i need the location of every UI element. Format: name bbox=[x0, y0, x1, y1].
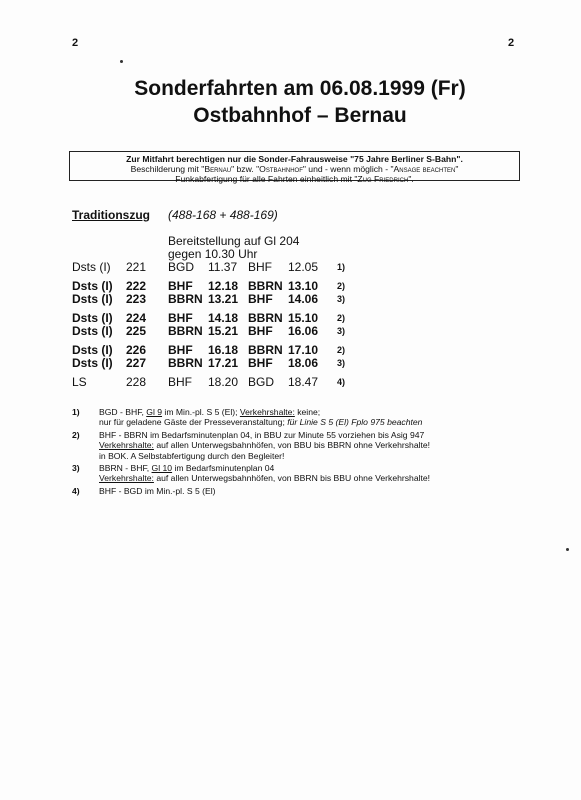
train-number: 223 bbox=[126, 292, 147, 306]
arrival-time: 13.10 bbox=[288, 279, 319, 293]
train-type: Dsts (I) bbox=[72, 260, 111, 274]
notice-line-1: Zur Mitfahrt berechtigen nur die Sonder-Fahrausweise "75 Jahre Berliner S-Bahn". bbox=[126, 154, 463, 164]
departure-time: 17.21 bbox=[208, 356, 239, 370]
section-label: Traditionszug bbox=[72, 208, 150, 222]
to-station: BBRN bbox=[248, 343, 283, 357]
arrival-time: 18.06 bbox=[288, 356, 319, 370]
footnote-4: 4) BHF - BGD im Min.-pl. S 5 (El) bbox=[72, 485, 216, 496]
departure-time: 12.18 bbox=[208, 279, 239, 293]
page-number-left: 2 bbox=[72, 37, 79, 49]
departure-time: 15.21 bbox=[208, 324, 239, 338]
arrival-time: 14.06 bbox=[288, 292, 319, 306]
note-ref: 3) bbox=[337, 358, 346, 368]
footnote-1: 1) BGD - BHF, Gl 9 im Min.-pl. S 5 (El); Verkehrshalte: keine; nur für geladene Gäste der Presseveranstaltung; für Linie S 5 (El) Fplo 975 beachten bbox=[72, 407, 423, 428]
arrival-time: 16.06 bbox=[288, 324, 319, 338]
to-station: BHF bbox=[248, 260, 272, 274]
train-number: 221 bbox=[126, 260, 147, 274]
arrival-time: 17.10 bbox=[288, 343, 319, 357]
train-number: 224 bbox=[126, 311, 147, 325]
train-type: Dsts (I) bbox=[72, 356, 113, 370]
train-type: Dsts (I) bbox=[72, 324, 113, 338]
from-station: BBRN bbox=[168, 292, 203, 306]
from-station: BBRN bbox=[168, 356, 203, 370]
to-station: BGD bbox=[248, 375, 275, 389]
page-title: Sonderfahrten am 06.08.1999 (Fr) bbox=[134, 77, 466, 100]
arrival-time: 15.10 bbox=[288, 311, 319, 325]
from-station: BGD bbox=[168, 260, 195, 274]
note-ref: 3) bbox=[337, 294, 346, 304]
arrival-time: 12.05 bbox=[288, 260, 319, 274]
train-number: 228 bbox=[126, 375, 147, 389]
to-station: BBRN bbox=[248, 311, 283, 325]
from-station: BHF bbox=[168, 311, 193, 325]
note-ref: 4) bbox=[337, 377, 346, 387]
from-station: BBRN bbox=[168, 324, 203, 338]
train-type: Dsts (I) bbox=[72, 311, 113, 325]
note-ref: 3) bbox=[337, 326, 346, 336]
schedule-row bbox=[0, 260, 581, 276]
train-type: Dsts (I) bbox=[72, 279, 113, 293]
scan-speck bbox=[566, 548, 569, 551]
train-formula: (488-168 + 488-169) bbox=[168, 208, 278, 222]
train-number: 227 bbox=[126, 356, 147, 370]
train-number: 226 bbox=[126, 343, 147, 357]
page-subtitle: Ostbahnhof – Bernau bbox=[193, 104, 407, 127]
schedule-row bbox=[0, 292, 581, 308]
departure-time: 11.37 bbox=[208, 260, 238, 274]
train-number: 222 bbox=[126, 279, 147, 293]
from-station: BHF bbox=[168, 375, 192, 389]
to-station: BHF bbox=[248, 324, 273, 338]
departure-time: 16.18 bbox=[208, 343, 239, 357]
notice-line-2: Beschilderung mit "Bernau" bzw. "Ostbahnhof" und - wenn möglich - "Ansage beachten" bbox=[130, 164, 459, 174]
note-ref: 2) bbox=[337, 281, 346, 291]
footnotes bbox=[72, 407, 552, 496]
page-number-right: 2 bbox=[508, 37, 515, 49]
scan-speck bbox=[120, 60, 123, 63]
to-station: BBRN bbox=[248, 279, 283, 293]
notice-line-3: Funkabfertigung für alle Fahrten einheitlich mit "Zug Friedrich". bbox=[175, 174, 414, 184]
departure-time: 13.21 bbox=[208, 292, 239, 306]
from-station: BHF bbox=[168, 279, 193, 293]
departure-time: 18.20 bbox=[208, 375, 239, 389]
train-type: LS bbox=[72, 375, 87, 389]
schedule-row bbox=[0, 324, 581, 340]
footnote-2: 2) BHF - BBRN im Bedarfsminutenplan 04, in BBU zur Minute 55 vorziehen bis Asig 947 Verkehrshalte: auf allen Unterwegsbahnhöfen, von BBU bis BBRN ohne Verkehrshalte! in BOK. A Selbstabfertigung durch den Begleiter! bbox=[72, 429, 431, 461]
provision-track: Bereitstellung auf Gl 204 bbox=[168, 234, 300, 248]
train-type: Dsts (I) bbox=[72, 292, 113, 306]
footnote-3: 3) BBRN - BHF, Gl 10 im Bedarfsminutenplan 04 Verkehrshalte: auf allen Unterwegsbahnhöfen, von BBRN bis BBU ohne Verkehrshalte! bbox=[72, 463, 431, 484]
from-station: BHF bbox=[168, 343, 193, 357]
train-number: 225 bbox=[126, 324, 147, 338]
arrival-time: 18.47 bbox=[288, 375, 319, 389]
schedule-row bbox=[0, 375, 581, 391]
note-ref: 2) bbox=[337, 345, 346, 355]
departure-time: 14.18 bbox=[208, 311, 239, 325]
schedule-row bbox=[0, 356, 581, 372]
to-station: BHF bbox=[248, 292, 273, 306]
note-ref: 1) bbox=[337, 262, 346, 272]
to-station: BHF bbox=[248, 356, 273, 370]
note-ref: 2) bbox=[337, 313, 346, 323]
provision-time: gegen 10.30 Uhr bbox=[168, 247, 258, 261]
train-type: Dsts (I) bbox=[72, 343, 113, 357]
notice-box bbox=[69, 151, 520, 184]
